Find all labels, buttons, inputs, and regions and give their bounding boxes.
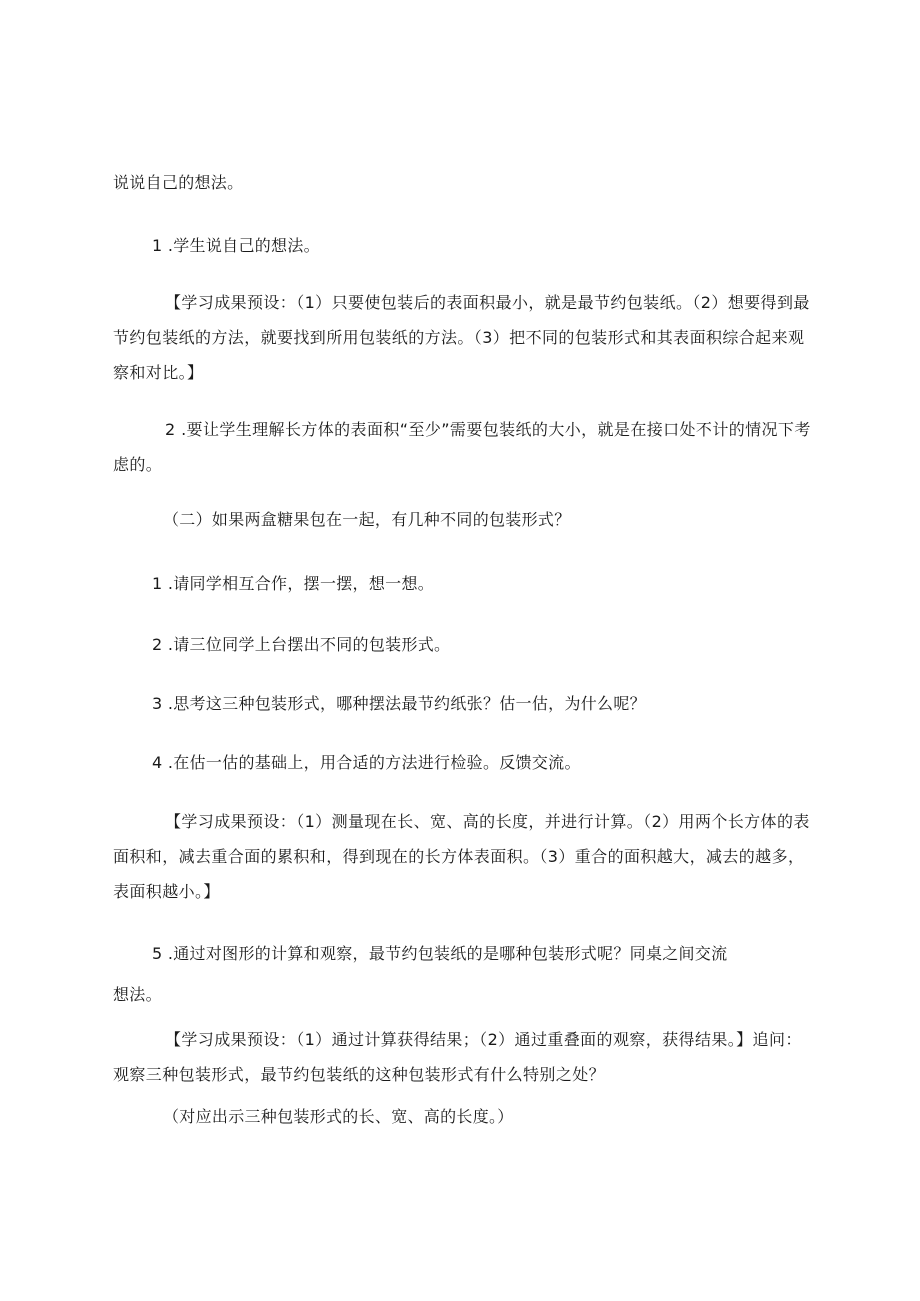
learning-outcome-1: 【学习成果预设：（1）只要使包装后的表面积最小，就是最节约包装纸。（2）想要得到最节约包装纸的方法，就要找到所用包装纸的方法。（3）把不同的包装形式和其表面积综合起来观察和对比。】 [113,293,810,382]
paragraph-intro: 说说自己的想法。 [113,173,244,192]
list-item-5b: 5 .通过对图形的计算和观察，最节约包装纸的是哪种包装形式呢？同桌之间交流 [152,944,728,963]
list-item-4b: 4 .在估一估的基础上，用合适的方法进行检验。反馈交流。 [152,753,581,772]
section-heading-2: （二）如果两盒糖果包在一起，有几种不同的包装形式？ [163,510,571,529]
list-item-2: 2 .要让学生理解长方体的表面积“至少”需要包装纸的大小，就是在接口处不计的情况下考虑的。 [113,420,811,474]
list-item-1b: 1 .请同学相互合作，摆一摆，想一想。 [152,574,435,593]
learning-outcome-2: 【学习成果预设：（1）测量现在长、宽、高的长度，并进行计算。（2）用两个长方体的表面积和，减去重合面的累积和，得到现在的长方体表面积。（3）重合的面积越大，减去的越多，表面积越小。】 [113,812,810,901]
note-paragraph: （对应出示三种包装形式的长、宽、高的长度。） [163,1107,514,1126]
list-item-1: 1 .学生说自己的想法。 [152,236,320,255]
list-item-2b: 2 .请三位同学上台摆出不同的包装形式。 [152,635,451,654]
learning-outcome-3: 【学习成果预设：（1）通过计算获得结果；（2）通过重叠面的观察，获得结果。】追问：观察三种包装形式，最节约包装纸的这种包装形式有什么特别之处？ [113,1030,802,1084]
list-item-3b: 3 .思考这三种包装形式，哪种摆法最节约纸张？估一估，为什么呢？ [152,694,646,713]
list-item-5b-continuation: 想法。 [113,985,162,1004]
